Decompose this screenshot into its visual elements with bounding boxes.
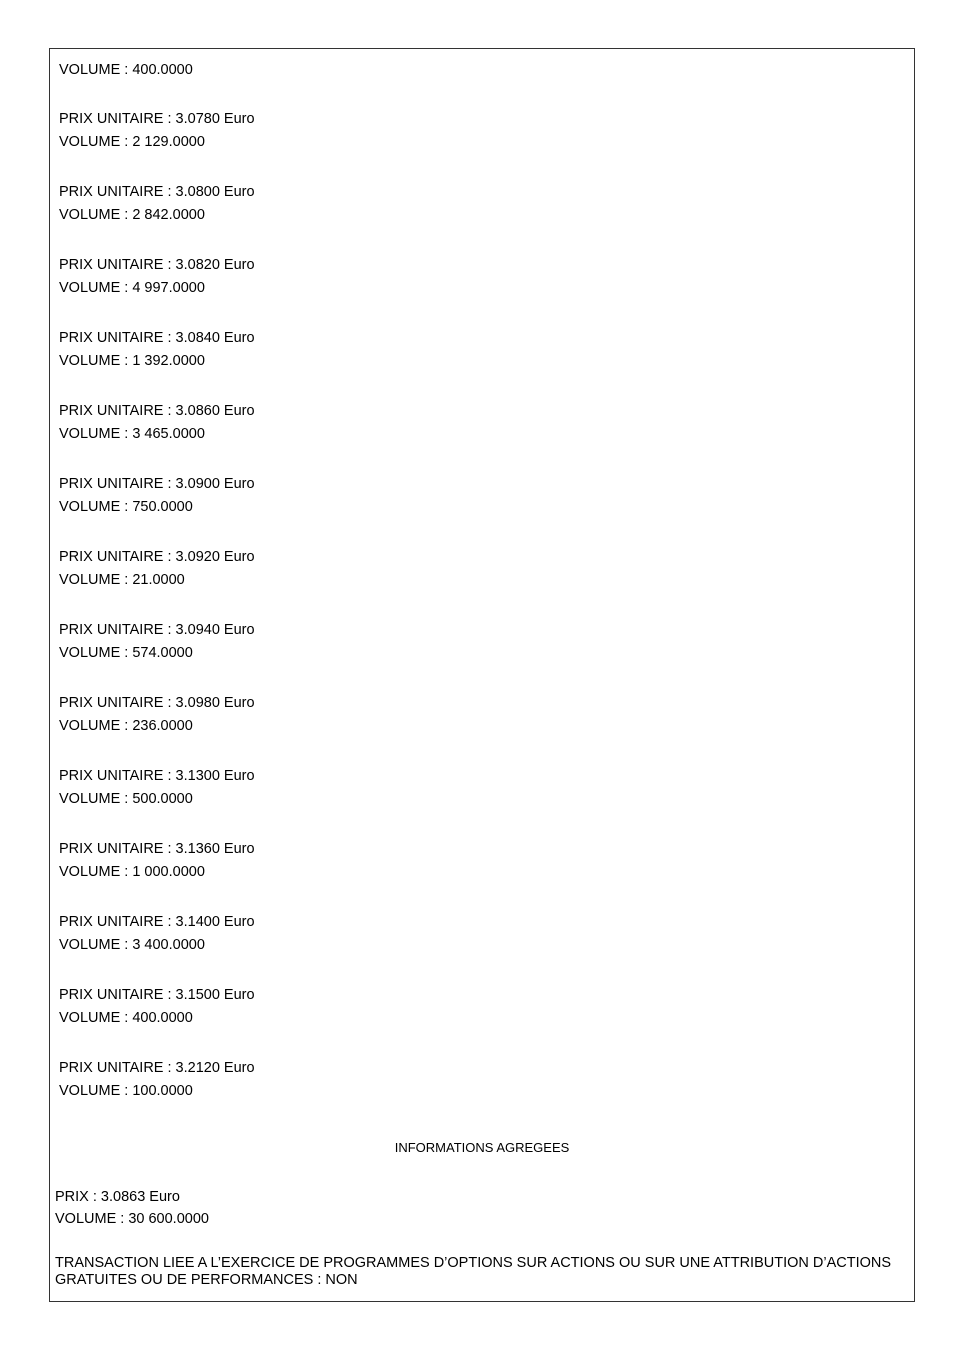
- volume: VOLUME : 3 465.0000: [59, 426, 205, 442]
- aggregated-volume: VOLUME : 30 600.0000: [55, 1211, 209, 1227]
- transaction-note: TRANSACTION LIEE A L’EXERCICE DE PROGRAMMES D’OPTIONS SUR ACTIONS OU SUR UNE ATTRIBUTION D’ACTIONS GRATUITES OU DE PERFORMANCES : NON: [55, 1255, 892, 1288]
- aggregated-price: PRIX : 3.0863 Euro: [55, 1189, 180, 1205]
- volume: VOLUME : 3 400.0000: [59, 937, 205, 953]
- volume: VOLUME : 1 392.0000: [59, 353, 205, 369]
- unit-price: PRIX UNITAIRE : 3.1300 Euro: [59, 768, 255, 784]
- aggregated-info-heading: INFORMATIONS AGREGEES: [394, 1140, 570, 1155]
- unit-price: PRIX UNITAIRE : 3.0800 Euro: [59, 184, 255, 200]
- volume: VOLUME : 2 842.0000: [59, 207, 205, 223]
- volume: VOLUME : 236.0000: [59, 718, 193, 734]
- unit-price: PRIX UNITAIRE : 3.0980 Euro: [59, 695, 255, 711]
- volume: VOLUME : 100.0000: [59, 1083, 193, 1099]
- unit-price: PRIX UNITAIRE : 3.0920 Euro: [59, 549, 255, 565]
- volume: VOLUME : 500.0000: [59, 791, 193, 807]
- unit-price: PRIX UNITAIRE : 3.0900 Euro: [59, 476, 255, 492]
- volume: VOLUME : 400.0000: [59, 1010, 193, 1026]
- unit-price: PRIX UNITAIRE : 3.0940 Euro: [59, 622, 255, 638]
- unit-price: PRIX UNITAIRE : 3.0780 Euro: [59, 111, 255, 127]
- unit-price: PRIX UNITAIRE : 3.0860 Euro: [59, 403, 255, 419]
- unit-price: PRIX UNITAIRE : 3.0820 Euro: [59, 257, 255, 273]
- volume: VOLUME : 4 997.0000: [59, 280, 205, 296]
- volume: VOLUME : 574.0000: [59, 645, 193, 661]
- volume: VOLUME : 2 129.0000: [59, 134, 205, 150]
- unit-price: PRIX UNITAIRE : 3.1360 Euro: [59, 841, 255, 857]
- unit-price: PRIX UNITAIRE : 3.0840 Euro: [59, 330, 255, 346]
- volume: VOLUME : 750.0000: [59, 499, 193, 515]
- volume: VOLUME : 21.0000: [59, 572, 185, 588]
- unit-price: PRIX UNITAIRE : 3.1500 Euro: [59, 987, 255, 1003]
- unit-price: PRIX UNITAIRE : 3.1400 Euro: [59, 914, 255, 930]
- document-frame: [49, 48, 915, 1302]
- unit-price: PRIX UNITAIRE : 3.2120 Euro: [59, 1060, 255, 1076]
- volume: VOLUME : 1 000.0000: [59, 864, 205, 880]
- continued-volume: VOLUME : 400.0000: [59, 62, 193, 78]
